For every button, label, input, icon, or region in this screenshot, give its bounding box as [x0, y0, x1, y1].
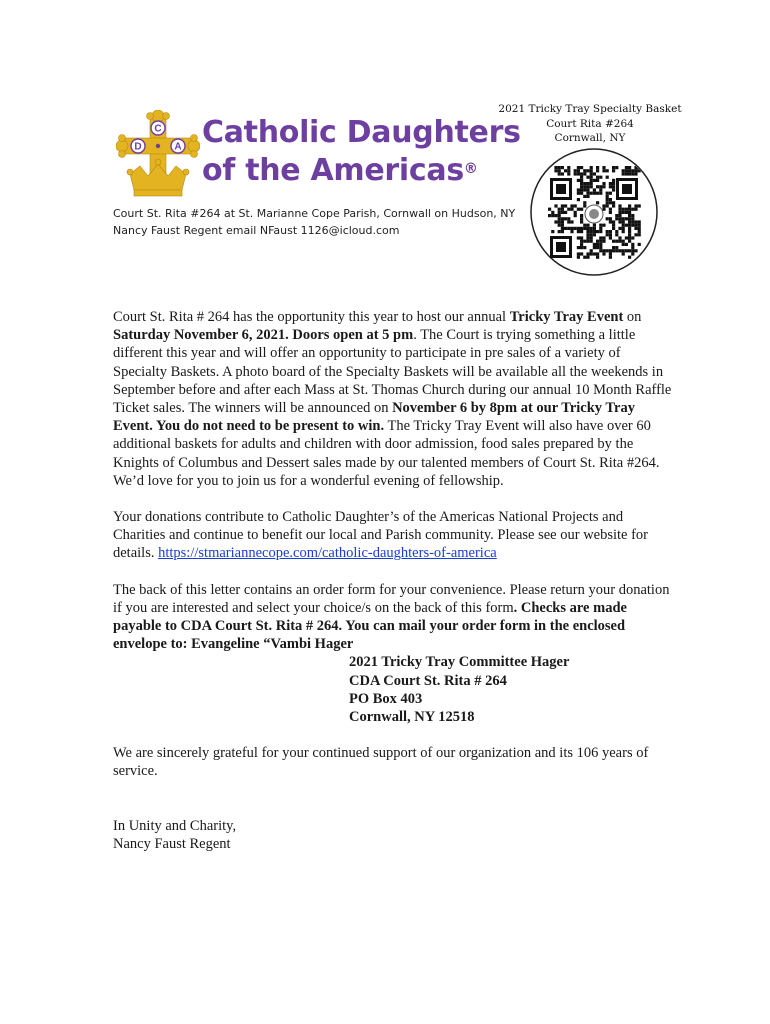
paragraph-donations: [113, 508, 673, 563]
letter-body: [113, 308, 673, 853]
contact-block: [113, 205, 515, 239]
p2-text: Your donations contribute to Catholic Daughter’s of the Americas National Projects and Charities and continue to benefit our local and Parish community. Please see our website for details.: [113, 509, 649, 562]
p1-bold-date: Saturday November 6, 2021. Doors open at 5 pm: [113, 327, 414, 344]
p3-bold-checks: . Checks are made payable to CDA Court St. Rita # 264. You can mail your order form in the enclosed envelope to: Evangeline “Vambi Hager: [113, 599, 627, 653]
paragraph-gratitude: We are sincerely grateful for your continued support of our organization and its 106 years of service.: [113, 745, 649, 780]
logo-line-1: Catholic Daughters: [202, 115, 521, 150]
closing: [113, 817, 673, 853]
p1-text-1: Court St. Rita # 264 has the opportunity this year to host our annual: [113, 309, 510, 325]
cross-letter-c: C: [154, 123, 162, 135]
contact-email: Nancy Faust Regent email NFaust 1126@icloud.com: [113, 224, 400, 237]
registered-mark: ®: [463, 161, 478, 177]
website-link[interactable]: https://stmariannecope.com/catholic-daughters-of-america: [158, 545, 497, 562]
cda-cross-emblem: [116, 110, 200, 202]
logo-line-2: [202, 152, 521, 190]
closing-signature: Nancy Faust Regent: [113, 835, 231, 852]
p1-text-4: The Tricky Tray Event will also have over 60 additional baskets for adults and children with door admission, food sales prepared by the Knights of Columbus and Dessert sales made by our talented members of Court St. Rita #264. We’d love for you to join us for a wonderful evening of fellowship.: [113, 418, 660, 489]
address-line-committee: 2021 Tricky Tray Committee Hager: [349, 654, 570, 671]
p1-text-3: . The Court is trying something a little different this year and will offer an opportunity to participate in pre sales of a variety of Specialty Baskets. A photo board of the Specialty Baskets will be available all the weekends in September before and after each Mass at St. Thomas Church during our annual 10 Month Raffle Ticket sales. The winners will be announced on: [113, 327, 672, 417]
logo-line-2-text: of the Americas: [202, 153, 464, 188]
p3-text: The back of this letter contains an order form for your convenience. Please return your donation if you are interested and select your choice/s on the back of this form: [113, 581, 670, 616]
address-line-city: Cornwall, NY 12518: [349, 709, 475, 726]
p1-bold-winners: November 6 by 8pm at our Tricky Tray Event. You do not need to be present to win.: [113, 400, 635, 435]
paragraph-event: [113, 308, 673, 490]
p1-bold-event-name: Tricky Tray Event: [509, 309, 624, 325]
qr-caption: [470, 102, 710, 146]
address-line-court: CDA Court St. Rita # 264: [349, 672, 507, 689]
qr-code-icon[interactable]: [530, 148, 658, 276]
paragraph-order-form: [113, 581, 673, 727]
address-line-po-box: PO Box 403: [349, 690, 423, 707]
closing-salutation: In Unity and Charity,: [113, 817, 237, 834]
qr-caption-city: Cornwall, NY: [554, 132, 626, 144]
contact-address: Court St. Rita #264 at St. Marianne Cope Parish, Cornwall on Hudson, NY: [113, 207, 516, 220]
cross-letter-a: A: [174, 141, 182, 153]
qr-caption-court: Court Rita #264: [546, 117, 634, 130]
qr-caption-title: 2021 Tricky Tray Specialty Basket: [498, 103, 682, 115]
cross-letter-d: D: [134, 141, 142, 153]
p1-text-2: on: [623, 309, 642, 325]
cda-logo: [116, 110, 521, 202]
